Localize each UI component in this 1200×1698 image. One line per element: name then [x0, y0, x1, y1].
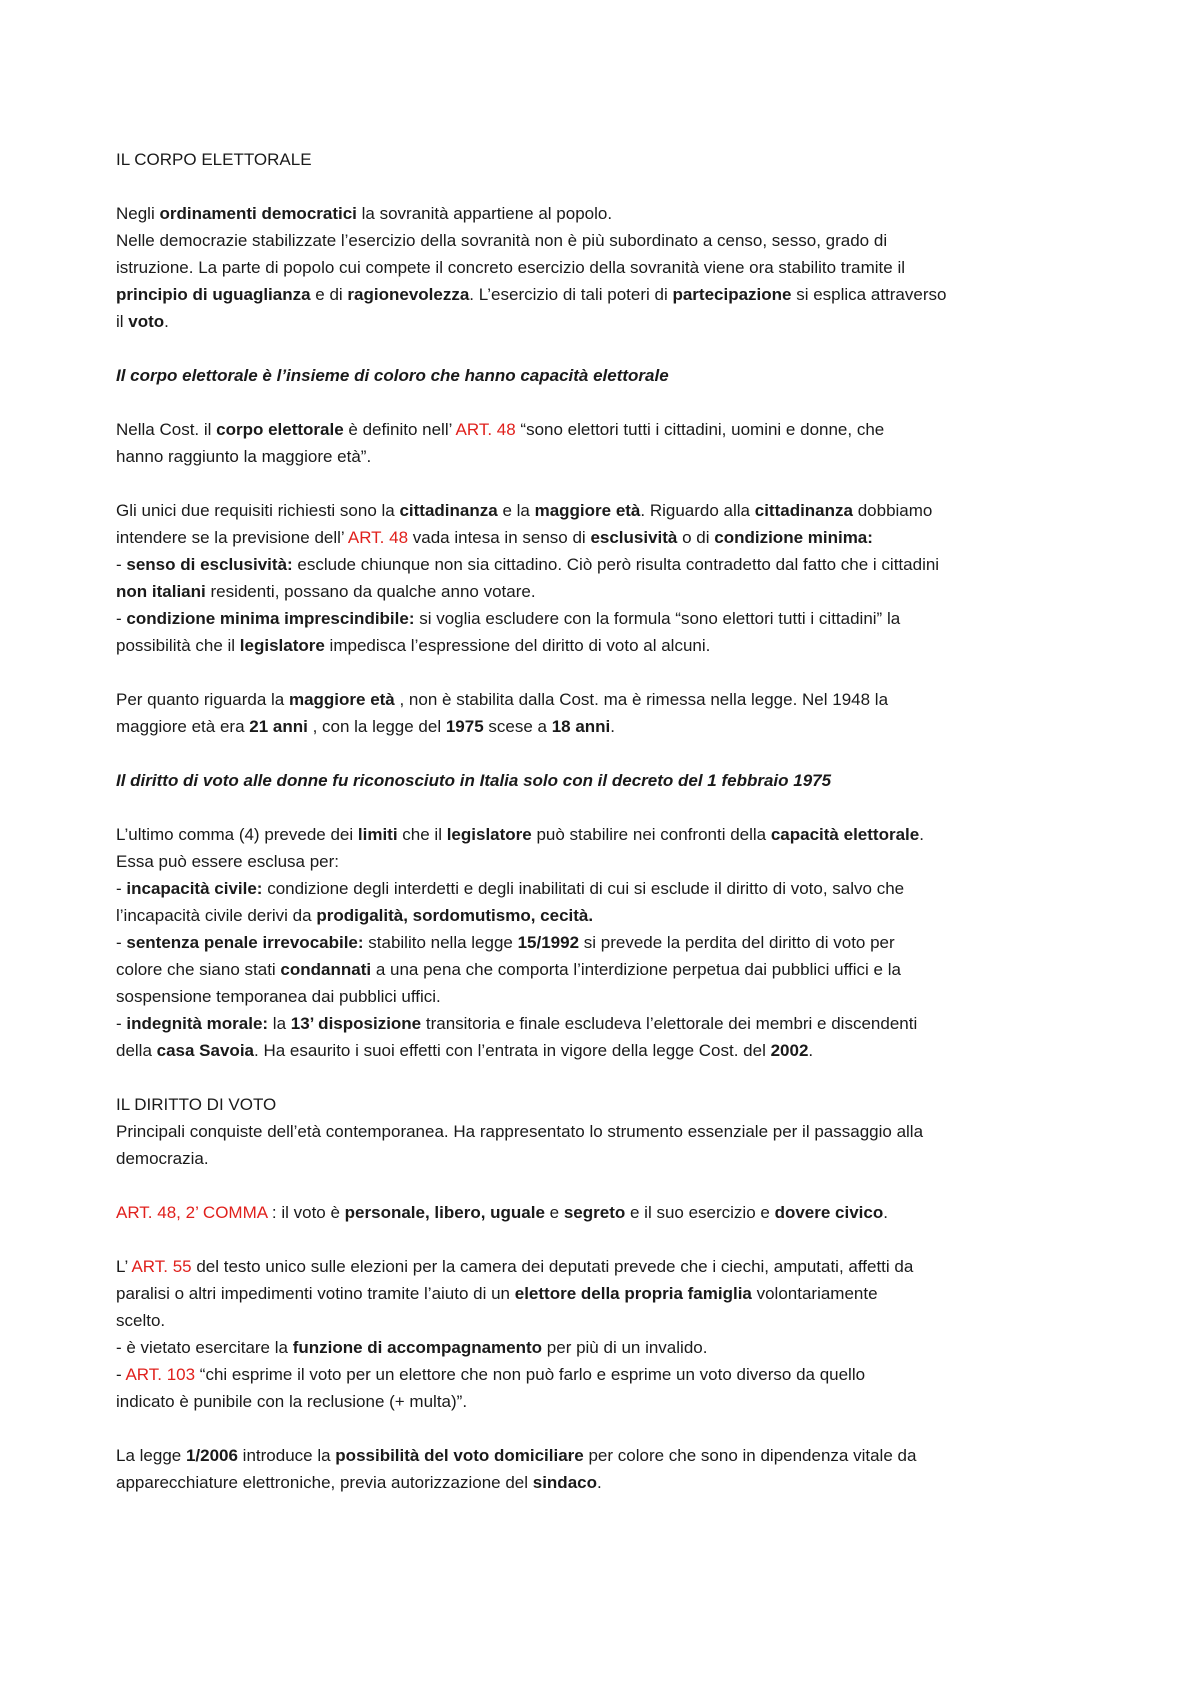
limiti-line-3: - incapacità civile: condizione degli interdetti e degli inabilitati di cui si esclude il diritto di voto, salvo che [116, 879, 905, 898]
req-line-6: possibilità che il legislatore impedisca l’espressione del diritto di voto al alcuni. [116, 636, 711, 655]
req-line-1: Gli unici due requisiti richiesti sono la cittadinanza e la maggiore età. Riguardo alla cittadinanza dobbiamo [116, 501, 933, 520]
art-reference: ART. 103 [125, 1365, 196, 1384]
limiti-line-2: Essa può essere esclusa per: [116, 852, 340, 871]
legge-line-1: La legge 1/2006 introduce la possibilità del voto domiciliare per colore che sono in dipendenza vitale da [116, 1446, 917, 1465]
intro-line-1: Negli ordinamenti democratici la sovranità appartiene al popolo. [116, 204, 613, 223]
art-reference: ART. 48 [455, 420, 516, 439]
art-reference: ART. 48, 2’ COMMA [116, 1203, 268, 1222]
art55-line-4: - è vietato esercitare la funzione di accompagnamento per più di un invalido. [116, 1338, 708, 1357]
intro-line-2: Nelle democrazie stabilizzate l’esercizio della sovranità non è più subordinato a censo, sesso, grado di [116, 231, 888, 250]
intro-line-3: istruzione. La parte di popolo cui compete il concreto esercizio della sovranità viene ora stabilito tramite il [116, 258, 906, 277]
art-reference: ART. 48 [347, 528, 409, 547]
page-title: IL CORPO ELETTORALE [116, 150, 312, 169]
art55-line-2: paralisi o altri impedimenti votino tramite l’aiuto di un elettore della propria famiglia volontariamente [116, 1284, 878, 1303]
art48-line-2: hanno raggiunto la maggiore età”. [116, 447, 372, 466]
art48-line-1: Nella Cost. il corpo elettorale è definito nell’ ART. 48 “sono elettori tutti i cittadini, uomini e donne, che [116, 420, 885, 439]
req-line-2: intendere se la previsione dell’ ART. 48 vada intesa in senso di esclusività o di condizione minima: [116, 528, 873, 547]
definition-italic: Il corpo elettorale è l’insieme di coloro che hanno capacità elettorale [116, 366, 669, 385]
limiti-line-4: l’incapacità civile derivi da prodigalità, sordomutismo, cecità. [116, 906, 594, 925]
diritto-line-2: democrazia. [116, 1149, 209, 1168]
comma-line: ART. 48, 2’ COMMA : il voto è personale, libero, uguale e segreto e il suo esercizio e dovere civico. [116, 1203, 888, 1222]
art55-line-3: scelto. [116, 1311, 166, 1330]
req-line-4: non italiani residenti, possano da qualche anno votare. [116, 582, 536, 601]
limiti-line-1: L’ultimo comma (4) prevede dei limiti che il legislatore può stabilire nei confronti della capacità elettorale. [116, 825, 924, 844]
eta-line-1: Per quanto riguarda la maggiore età , non è stabilita dalla Cost. ma è rimessa nella legge. Nel 1948 la [116, 690, 889, 709]
art55-line-1: L’ ART. 55 del testo unico sulle elezioni per la camera dei deputati prevede che i ciechi, amputati, affetti da [116, 1257, 914, 1276]
art-reference: ART. 55 [131, 1257, 192, 1276]
limiti-line-7: sospensione temporanea dai pubblici uffici. [116, 987, 441, 1006]
art55-line-5: - ART. 103 “chi esprime il voto per un elettore che non può farlo e esprime un voto diverso da quello [116, 1365, 866, 1384]
eta-line-2: maggiore età era 21 anni , con la legge del 1975 scese a 18 anni. [116, 717, 616, 736]
section-title-diritto: IL DIRITTO DI VOTO [116, 1095, 277, 1114]
intro-line-5: il voto. [116, 312, 169, 331]
donne-italic: Il diritto di voto alle donne fu riconosciuto in Italia solo con il decreto del 1 febbraio 1975 [116, 771, 832, 790]
diritto-line-1: Principali conquiste dell’età contemporanea. Ha rappresentato lo strumento essenziale per il passaggio alla [116, 1122, 924, 1141]
legge-line-2: apparecchiature elettroniche, previa autorizzazione del sindaco. [116, 1473, 602, 1492]
req-line-5: - condizione minima imprescindibile: si voglia escludere con la formula “sono elettori tutti i cittadini” la [116, 609, 901, 628]
art55-line-6: indicato è punibile con la reclusione (+ multa)”. [116, 1392, 468, 1411]
limiti-line-8: - indegnità morale: la 13’ disposizione transitoria e finale escludeva l’elettorale dei membri e discendenti [116, 1014, 918, 1033]
limiti-line-6: colore che siano stati condannati a una pena che comporta l’interdizione perpetua dai pubblici uffici e la [116, 960, 901, 979]
req-line-3: - senso di esclusività: esclude chiunque non sia cittadino. Ciò però risulta contradetto dal fatto che i cittadini [116, 555, 940, 574]
intro-line-4: principio di uguaglianza e di ragionevolezza. L’esercizio di tali poteri di partecipazione si esplica attraverso [116, 285, 947, 304]
limiti-line-5: - sentenza penale irrevocabile: stabilito nella legge 15/1992 si prevede la perdita del diritto di voto per [116, 933, 895, 952]
limiti-line-9: della casa Savoia. Ha esaurito i suoi effetti con l’entrata in vigore della legge Cost. del 2002. [116, 1041, 814, 1060]
